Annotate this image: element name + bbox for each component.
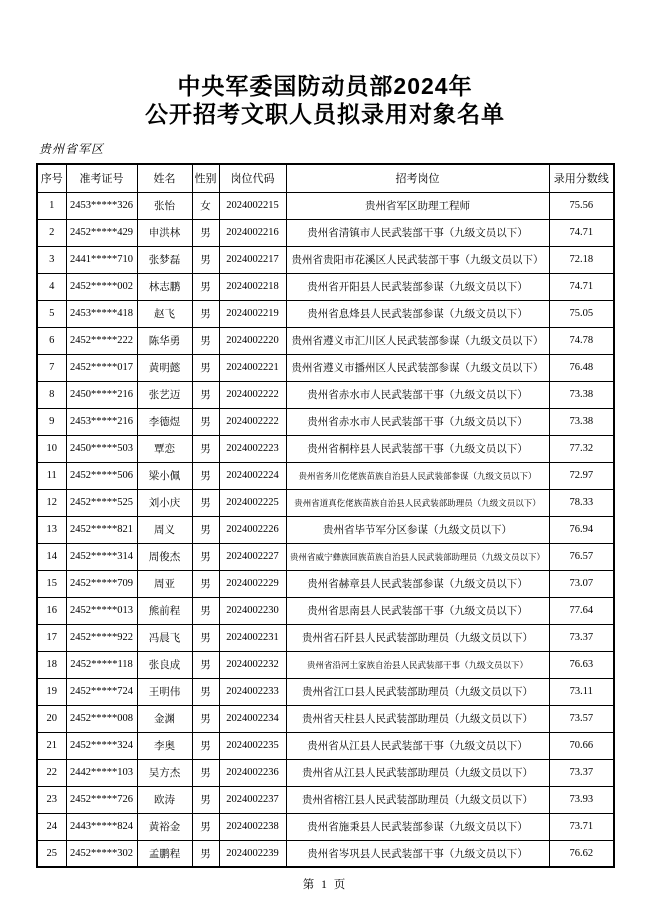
cell-gender: 男 xyxy=(192,651,219,678)
cell-score: 77.64 xyxy=(549,597,614,624)
cell-score: 73.93 xyxy=(549,786,614,813)
header-index: 序号 xyxy=(37,164,66,192)
cell-index: 13 xyxy=(37,516,66,543)
cell-exam-id: 2450*****216 xyxy=(66,381,137,408)
cell-exam-id: 2452*****222 xyxy=(66,327,137,354)
cell-score: 73.71 xyxy=(549,813,614,840)
cell-position: 贵州省榕江县人民武装部助理员（九级文员以下） xyxy=(286,786,549,813)
cell-gender: 女 xyxy=(192,192,219,219)
page-number: 第 1 页 xyxy=(302,879,348,891)
table-row xyxy=(37,381,614,408)
cell-name: 吴方杰 xyxy=(137,759,192,786)
header-exam-id: 准考证号 xyxy=(66,164,137,192)
cell-score: 77.32 xyxy=(549,435,614,462)
cell-exam-id: 2452*****922 xyxy=(66,624,137,651)
cell-index: 9 xyxy=(37,408,66,435)
cell-gender: 男 xyxy=(192,408,219,435)
cell-name: 欧涛 xyxy=(137,786,192,813)
cell-position: 贵州省天柱县人民武装部助理员（九级文员以下） xyxy=(286,705,549,732)
cell-position: 贵州省从江县人民武装部干事（九级文员以下） xyxy=(286,732,549,759)
cell-post-code: 2024002237 xyxy=(219,786,286,813)
table-row xyxy=(37,705,614,732)
table-row xyxy=(37,597,614,624)
table-row xyxy=(37,462,614,489)
cell-index: 14 xyxy=(37,543,66,570)
cell-post-code: 2024002231 xyxy=(219,624,286,651)
cell-exam-id: 2452*****302 xyxy=(66,840,137,867)
cell-post-code: 2024002222 xyxy=(219,408,286,435)
cell-exam-id: 2452*****724 xyxy=(66,678,137,705)
cell-position: 贵州省沿河土家族自治县人民武装部干事（九级文员以下） xyxy=(286,651,549,678)
table-row xyxy=(37,489,614,516)
cell-name: 孟鹏程 xyxy=(137,840,192,867)
cell-index: 25 xyxy=(37,840,66,867)
cell-name: 申洪林 xyxy=(137,219,192,246)
cell-gender: 男 xyxy=(192,219,219,246)
cell-score: 74.71 xyxy=(549,273,614,300)
cell-post-code: 2024002235 xyxy=(219,732,286,759)
cell-score: 76.63 xyxy=(549,651,614,678)
cell-gender: 男 xyxy=(192,759,219,786)
table-row xyxy=(37,516,614,543)
cell-gender: 男 xyxy=(192,678,219,705)
cell-position: 贵州省威宁彝族回族苗族自治县人民武装部助理员（九级文员以下） xyxy=(286,543,549,570)
cell-post-code: 2024002233 xyxy=(219,678,286,705)
cell-post-code: 2024002229 xyxy=(219,570,286,597)
cell-post-code: 2024002236 xyxy=(219,759,286,786)
cell-score: 74.78 xyxy=(549,327,614,354)
cell-score: 75.56 xyxy=(549,192,614,219)
table-header-row xyxy=(37,164,614,192)
cell-position: 贵州省赤水市人民武装部干事（九级文员以下） xyxy=(286,381,549,408)
cell-score: 73.07 xyxy=(549,570,614,597)
cell-exam-id: 2452*****821 xyxy=(66,516,137,543)
cell-gender: 男 xyxy=(192,273,219,300)
cell-score: 76.48 xyxy=(549,354,614,381)
cell-gender: 男 xyxy=(192,381,219,408)
cell-exam-id: 2441*****710 xyxy=(66,246,137,273)
cell-index: 6 xyxy=(37,327,66,354)
cell-index: 5 xyxy=(37,300,66,327)
cell-index: 18 xyxy=(37,651,66,678)
table-row xyxy=(37,354,614,381)
cell-gender: 男 xyxy=(192,300,219,327)
table-row xyxy=(37,678,614,705)
cell-name: 覃恋 xyxy=(137,435,192,462)
table-row xyxy=(37,840,614,867)
table-row xyxy=(37,408,614,435)
cell-score: 70.66 xyxy=(549,732,614,759)
cell-post-code: 2024002225 xyxy=(219,489,286,516)
cell-name: 王明伟 xyxy=(137,678,192,705)
roster-table xyxy=(36,163,615,868)
cell-exam-id: 2453*****326 xyxy=(66,192,137,219)
section-label: 贵州省军区 xyxy=(39,142,105,156)
cell-index: 24 xyxy=(37,813,66,840)
cell-name: 张艺迈 xyxy=(137,381,192,408)
table-row xyxy=(37,570,614,597)
cell-position: 贵州省桐梓县人民武装部干事（九级文员以下） xyxy=(286,435,549,462)
table-row xyxy=(37,219,614,246)
cell-score: 72.97 xyxy=(549,462,614,489)
table-body xyxy=(37,192,614,867)
cell-index: 12 xyxy=(37,489,66,516)
cell-gender: 男 xyxy=(192,570,219,597)
cell-name: 周义 xyxy=(137,516,192,543)
cell-score: 73.38 xyxy=(549,381,614,408)
header-name: 姓名 xyxy=(137,164,192,192)
cell-index: 17 xyxy=(37,624,66,651)
cell-post-code: 2024002224 xyxy=(219,462,286,489)
table-row xyxy=(37,786,614,813)
cell-position: 贵州省赤水市人民武装部干事（九级文员以下） xyxy=(286,408,549,435)
cell-exam-id: 2452*****118 xyxy=(66,651,137,678)
cell-score: 73.37 xyxy=(549,759,614,786)
cell-exam-id: 2452*****506 xyxy=(66,462,137,489)
cell-post-code: 2024002232 xyxy=(219,651,286,678)
cell-gender: 男 xyxy=(192,354,219,381)
cell-exam-id: 2443*****824 xyxy=(66,813,137,840)
table-row xyxy=(37,651,614,678)
cell-position: 贵州省石阡县人民武装部助理员（九级文员以下） xyxy=(286,624,549,651)
cell-gender: 男 xyxy=(192,813,219,840)
cell-exam-id: 2452*****709 xyxy=(66,570,137,597)
cell-gender: 男 xyxy=(192,624,219,651)
cell-name: 黄明懿 xyxy=(137,354,192,381)
cell-position: 贵州省息烽县人民武装部参谋（九级文员以下） xyxy=(286,300,549,327)
cell-score: 73.11 xyxy=(549,678,614,705)
cell-gender: 男 xyxy=(192,435,219,462)
cell-name: 陈华勇 xyxy=(137,327,192,354)
cell-post-code: 2024002239 xyxy=(219,840,286,867)
cell-name: 张良成 xyxy=(137,651,192,678)
cell-gender: 男 xyxy=(192,543,219,570)
cell-post-code: 2024002227 xyxy=(219,543,286,570)
cell-position: 贵州省贵阳市花溪区人民武装部干事（九级文员以下） xyxy=(286,246,549,273)
cell-score: 73.57 xyxy=(549,705,614,732)
cell-name: 赵飞 xyxy=(137,300,192,327)
cell-name: 熊前程 xyxy=(137,597,192,624)
cell-gender: 男 xyxy=(192,489,219,516)
cell-position: 贵州省务川仡佬族苗族自治县人民武装部参谋（九级文员以下） xyxy=(286,462,549,489)
cell-index: 4 xyxy=(37,273,66,300)
cell-index: 10 xyxy=(37,435,66,462)
cell-exam-id: 2452*****314 xyxy=(66,543,137,570)
cell-name: 张梦磊 xyxy=(137,246,192,273)
cell-score: 76.57 xyxy=(549,543,614,570)
cell-index: 2 xyxy=(37,219,66,246)
table-row xyxy=(37,435,614,462)
table-row xyxy=(37,246,614,273)
cell-index: 8 xyxy=(37,381,66,408)
cell-name: 李德煜 xyxy=(137,408,192,435)
cell-post-code: 2024002218 xyxy=(219,273,286,300)
cell-post-code: 2024002221 xyxy=(219,354,286,381)
cell-score: 73.37 xyxy=(549,624,614,651)
cell-score: 76.94 xyxy=(549,516,614,543)
table-row xyxy=(37,327,614,354)
cell-post-code: 2024002223 xyxy=(219,435,286,462)
cell-position: 贵州省军区助理工程师 xyxy=(286,192,549,219)
cell-index: 3 xyxy=(37,246,66,273)
cell-exam-id: 2452*****726 xyxy=(66,786,137,813)
cell-name: 周亚 xyxy=(137,570,192,597)
table-row xyxy=(37,813,614,840)
cell-score: 75.05 xyxy=(549,300,614,327)
cell-position: 贵州省江口县人民武装部助理员（九级文员以下） xyxy=(286,678,549,705)
cell-post-code: 2024002219 xyxy=(219,300,286,327)
cell-name: 金渊 xyxy=(137,705,192,732)
cell-position: 贵州省施秉县人民武装部参谋（九级文员以下） xyxy=(286,813,549,840)
cell-exam-id: 2452*****324 xyxy=(66,732,137,759)
table-row xyxy=(37,543,614,570)
cell-gender: 男 xyxy=(192,597,219,624)
cell-position: 贵州省毕节军分区参谋（九级文员以下） xyxy=(286,516,549,543)
cell-position: 贵州省从江县人民武装部助理员（九级文员以下） xyxy=(286,759,549,786)
header-gender: 性别 xyxy=(192,164,219,192)
cell-gender: 男 xyxy=(192,516,219,543)
cell-index: 21 xyxy=(37,732,66,759)
cell-post-code: 2024002220 xyxy=(219,327,286,354)
cell-gender: 男 xyxy=(192,732,219,759)
cell-score: 73.38 xyxy=(549,408,614,435)
cell-gender: 男 xyxy=(192,840,219,867)
title-line-1: 中央军委国防动员部2024年 xyxy=(177,73,473,99)
cell-post-code: 2024002222 xyxy=(219,381,286,408)
cell-index: 16 xyxy=(37,597,66,624)
cell-index: 22 xyxy=(37,759,66,786)
table-row xyxy=(37,624,614,651)
cell-exam-id: 2450*****503 xyxy=(66,435,137,462)
cell-gender: 男 xyxy=(192,462,219,489)
cell-gender: 男 xyxy=(192,246,219,273)
cell-index: 20 xyxy=(37,705,66,732)
cell-index: 1 xyxy=(37,192,66,219)
title-line-2: 公开招考文职人员拟录用对象名单 xyxy=(145,101,505,127)
header-position: 招考岗位 xyxy=(286,164,549,192)
cell-position: 贵州省岑巩县人民武装部干事（九级文员以下） xyxy=(286,840,549,867)
cell-exam-id: 2452*****429 xyxy=(66,219,137,246)
cell-gender: 男 xyxy=(192,786,219,813)
table-row xyxy=(37,732,614,759)
cell-name: 张怡 xyxy=(137,192,192,219)
cell-score: 74.71 xyxy=(549,219,614,246)
cell-score: 78.33 xyxy=(549,489,614,516)
cell-post-code: 2024002215 xyxy=(219,192,286,219)
cell-post-code: 2024002234 xyxy=(219,705,286,732)
cell-name: 林志鹏 xyxy=(137,273,192,300)
cell-gender: 男 xyxy=(192,327,219,354)
document-title xyxy=(0,72,650,128)
cell-exam-id: 2452*****017 xyxy=(66,354,137,381)
cell-name: 周俊杰 xyxy=(137,543,192,570)
cell-index: 23 xyxy=(37,786,66,813)
cell-name: 刘小庆 xyxy=(137,489,192,516)
cell-exam-id: 2453*****418 xyxy=(66,300,137,327)
cell-name: 李奥 xyxy=(137,732,192,759)
cell-score: 76.62 xyxy=(549,840,614,867)
header-score: 录用分数线 xyxy=(549,164,614,192)
cell-post-code: 2024002230 xyxy=(219,597,286,624)
cell-name: 梁小佩 xyxy=(137,462,192,489)
cell-position: 贵州省道真仡佬族苗族自治县人民武装部助理员（九级文员以下） xyxy=(286,489,549,516)
cell-exam-id: 2452*****013 xyxy=(66,597,137,624)
cell-post-code: 2024002216 xyxy=(219,219,286,246)
table-row xyxy=(37,300,614,327)
cell-index: 19 xyxy=(37,678,66,705)
cell-position: 贵州省清镇市人民武装部干事（九级文员以下） xyxy=(286,219,549,246)
cell-index: 15 xyxy=(37,570,66,597)
cell-position: 贵州省遵义市播州区人民武装部参谋（九级文员以下） xyxy=(286,354,549,381)
cell-gender: 男 xyxy=(192,705,219,732)
cell-exam-id: 2452*****002 xyxy=(66,273,137,300)
cell-position: 贵州省赫章县人民武装部参谋（九级文员以下） xyxy=(286,570,549,597)
cell-exam-id: 2442*****103 xyxy=(66,759,137,786)
cell-exam-id: 2452*****525 xyxy=(66,489,137,516)
cell-post-code: 2024002226 xyxy=(219,516,286,543)
table-row xyxy=(37,273,614,300)
header-post-code: 岗位代码 xyxy=(219,164,286,192)
cell-name: 黄裕金 xyxy=(137,813,192,840)
cell-index: 11 xyxy=(37,462,66,489)
cell-post-code: 2024002217 xyxy=(219,246,286,273)
cell-name: 冯晨飞 xyxy=(137,624,192,651)
cell-exam-id: 2453*****216 xyxy=(66,408,137,435)
table-row xyxy=(37,192,614,219)
cell-position: 贵州省思南县人民武装部干事（九级文员以下） xyxy=(286,597,549,624)
cell-exam-id: 2452*****008 xyxy=(66,705,137,732)
table-row xyxy=(37,759,614,786)
cell-post-code: 2024002238 xyxy=(219,813,286,840)
cell-score: 72.18 xyxy=(549,246,614,273)
cell-position: 贵州省遵义市汇川区人民武装部参谋（九级文员以下） xyxy=(286,327,549,354)
cell-index: 7 xyxy=(37,354,66,381)
cell-position: 贵州省开阳县人民武装部参谋（九级文员以下） xyxy=(286,273,549,300)
